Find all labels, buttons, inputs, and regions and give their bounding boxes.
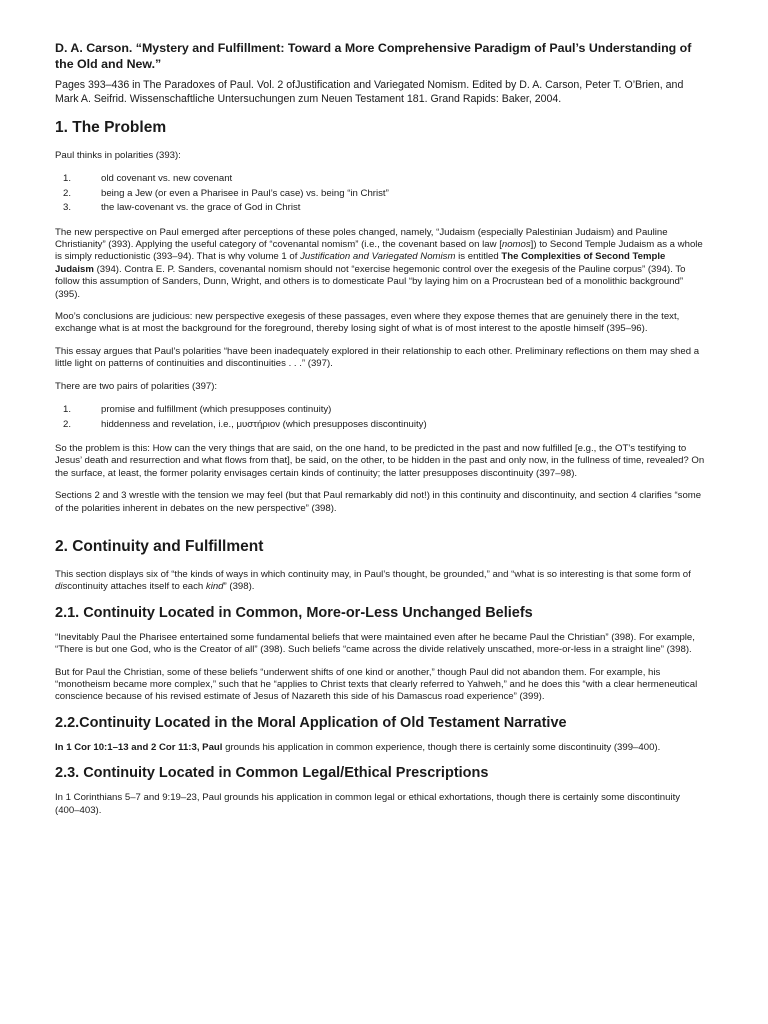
paragraph: This essay argues that Paul’s polarities “have been inadequately explored in their relationship to each other. Preliminary reflections on them may shed a little light on patterns of continuities and discontinuities . . .” (397). [55,345,700,370]
bold-reference: In 1 Cor 10:1–13 and 2 Cor 11:3, Paul [55,741,223,753]
list-item [55,403,705,417]
list-number: 2. [63,187,72,199]
list-text: being a Jew (or even a Pharisee in Paul’s case) vs. being “in Christ” [101,187,389,199]
paragraph [55,227,705,301]
polarities-list [55,172,705,215]
list-text: hiddenness and revelation, i.e., μυστήριον (which presupposes discontinuity) [101,418,427,430]
italic-term: kind [205,581,224,593]
polarity-pairs-list [55,403,705,432]
text-run: The new perspective on Paul emerged after perceptions of these poles changed, namely, “Judaism (especially Palestinian Judaism) and Pauline Christianity” (393). Applying the useful category of “covenantal nomism” (i.e., the covenant based on law [ [55,226,668,251]
subsection-heading-2-3: 2.3. Continuity Located in Common Legal/Ethical Prescriptions [55,765,489,782]
paragraph: There are two pairs of polarities (397): [55,380,218,392]
document-page [55,40,705,827]
italic-book-title: Justification and Variegated Nomism [300,251,456,263]
paragraph: Moo’s conclusions are judicious: new perspective exegesis of these passages, even where they expose themes that are genuinely there in the text, exchange what is at most the background for the foreground, thereby losing sight of what is of most interest to the apostle himself (395–96). [55,311,680,335]
text-run: This section displays six of “the kinds of ways in which continuity may, in Paul’s thought, be grounded,” and “what is so interesting is that some form of [55,568,691,580]
paragraph: In 1 Corinthians 5–7 and 9:19–23, Paul grounds his application in common legal or ethical exhortations, though there is certainly some discontinuity (400–403). [55,792,681,816]
text-run: (394). Contra E. P. Sanders, covenantal nomism should not “exercise hegemonic control over the exegesis of the Pauline corpus” (394). To follow this assumption of Sanders, Dunn, Wright, and others is to domesticate Paul “by laying him on a Procrustean bed of a monolithic background” (395). [55,263,686,300]
list-text: the law-covenant vs. the grace of God in Christ [101,202,301,214]
list-item [55,172,705,186]
list-number: 2. [63,418,72,430]
list-number: 1. [63,404,72,416]
text-run: grounds his application in common experience, though there is certainly some discontinuity (399–400). [222,741,661,753]
document-title: D. A. Carson. “Mystery and Fulfillment: Toward a More Comprehensive Paradigm of Paul’s Understanding of the Old and New.” [55,41,692,71]
text-run: is entitled [455,251,502,263]
section-heading-continuity: 2. Continuity and Fulfillment [55,537,264,555]
list-number: 1. [63,173,72,185]
paragraph [55,569,705,594]
list-item [55,201,705,215]
list-number: 3. [63,202,72,214]
list-text: promise and fulfillment (which presupposes continuity) [101,404,332,416]
bold-volume-title: The Complexities of Second Temple Judaism [55,251,666,275]
list-text: old covenant vs. new covenant [101,173,233,185]
paragraph: Sections 2 and 3 wrestle with the tension we may feel (but that Paul remarkably did not!) in this continuity and discontinuity, and section 4 clarifies “some of the polarities inherent in debates on the new perspective” (398). [55,490,702,514]
italic-term: nomos [501,239,531,251]
list-item [55,187,705,201]
subsection-heading-2-1: 2.1. Continuity Located in Common, More-or-Less Unchanged Beliefs [55,604,533,621]
text-run: ]) to Second Temple Judaism as a whole is simply reductionistic (393–94). That is why volume 1 of [55,239,703,263]
italic-term: dis [55,581,68,593]
section-heading-problem: 1. The Problem [55,119,167,136]
paragraph: “Inevitably Paul the Pharisee entertained some fundamental beliefs that were maintained even after he became Paul the Christian” (398). For example, “There is but one God, who is the Creator of all” (398). Such beliefs “came across the divide relatively unscathed, more-or-less in a straight line” (398). [55,631,695,656]
list-item [55,418,705,432]
text-run: ” (398). [223,581,255,593]
paragraph: Paul thinks in polarities (393): [55,150,181,161]
text-run: continuity attaches itself to each [67,581,206,593]
paragraph: So the problem is this: How can the very things that are said, on the one hand, to be predicted in the past and now fulfilled [e.g., the OT’s testifying to Jesus’ death and resurrection and what flows from that], be said, on the other, to be hidden in the past and only now, in the fullness of time, revealed? On the surface, at least, the former polarity envisages certain kinds of continuity; the latter presupposes discontinuity (397–98). [55,442,705,479]
citation: Pages 393–436 in The Paradoxes of Paul. Vol. 2 ofJustification and Variegated Nomism. Edited by D. A. Carson, Peter T. O’Brien, and Mark A. Seifrid. Wissenschaftliche Untersuchungen zum Neuen Testament 181. Grand Rapids: Baker, 2004. [55,79,684,105]
paragraph [55,742,705,754]
subsection-heading-2-2: 2.2.Continuity Located in the Moral Application of Old Testament Narrative [55,714,567,731]
paragraph: But for Paul the Christian, some of these beliefs “underwent shifts of one kind or another,” though Paul did not abandon them. For example, his “monotheism became more complex,” such that he “applies to Christ texts that clearly referred to Yahweh,” and he does this “with a clear hermeneutical conscience because of his revised estimate of Jesus of Nazareth this side of his Damascus road experience” (399). [55,666,698,703]
